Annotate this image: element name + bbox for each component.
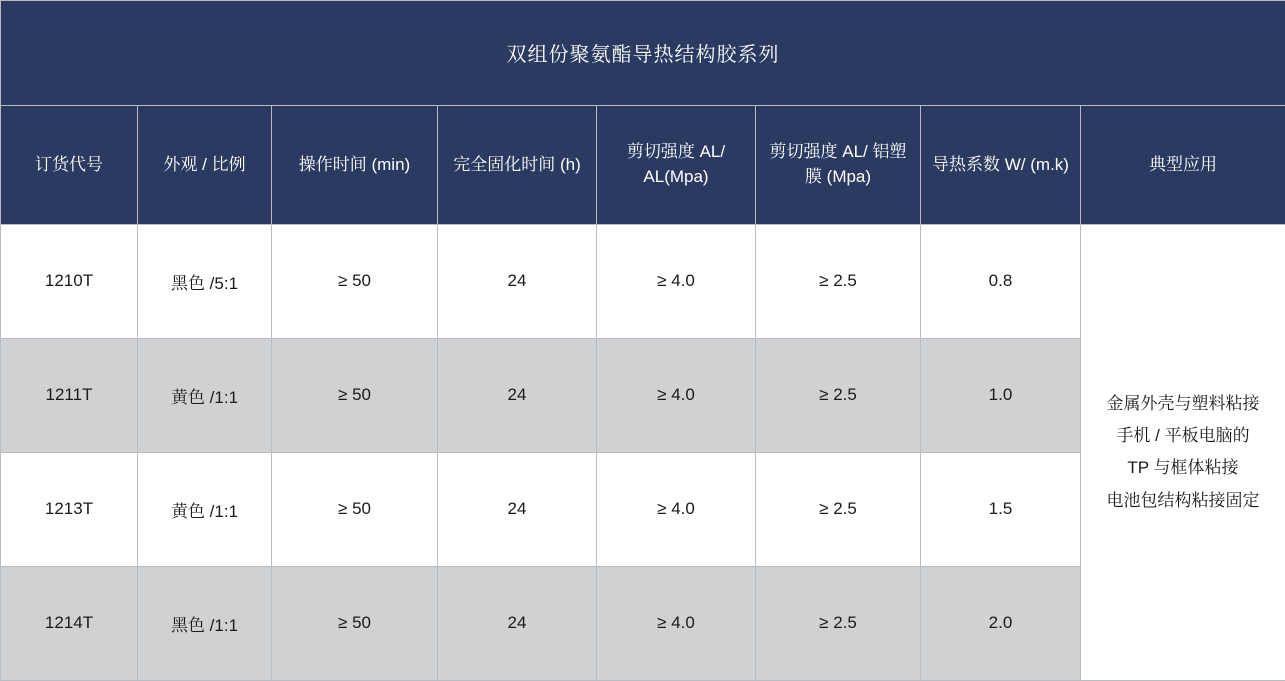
application-line-1: 金属外壳与塑料粘接 — [1106, 393, 1260, 413]
cell-shear-al-film: ≥ 2.5 — [756, 224, 921, 338]
cell-shear-al-film: ≥ 2.5 — [756, 452, 921, 566]
column-header-shear-al-film: 剪切强度 AL/ 铝塑膜 (Mpa) — [756, 105, 921, 224]
cell-appearance-ratio: 黄色 /1:1 — [138, 452, 272, 566]
cell-order-code: 1214T — [1, 566, 138, 680]
cell-work-time: ≥ 50 — [272, 452, 438, 566]
cell-appearance-ratio: 黄色 /1:1 — [138, 338, 272, 452]
column-header-typical-application: 典型应用 — [1081, 105, 1285, 224]
cell-thermal-conductivity: 1.5 — [921, 452, 1081, 566]
cell-thermal-conductivity: 2.0 — [921, 566, 1081, 680]
column-header-order-code: 订货代号 — [1, 105, 138, 224]
cell-order-code: 1210T — [1, 224, 138, 338]
cell-shear-al-al: ≥ 4.0 — [597, 338, 756, 452]
application-line-3: TP 与框体粘接 — [1127, 458, 1239, 478]
table-title: 双组份聚氨酯导热结构胶系列 — [1, 1, 1285, 106]
cell-shear-al-film: ≥ 2.5 — [756, 566, 921, 680]
application-line-4: 电池包结构粘接固定 — [1106, 490, 1260, 510]
cell-thermal-conductivity: 1.0 — [921, 338, 1081, 452]
column-header-work-time: 操作时间 (min) — [272, 105, 438, 224]
cell-thermal-conductivity: 0.8 — [921, 224, 1081, 338]
column-header-shear-al-al: 剪切强度 AL/ AL(Mpa) — [597, 105, 756, 224]
cell-order-code: 1213T — [1, 452, 138, 566]
table-row — [1, 224, 1285, 338]
cell-cure-time: 24 — [438, 452, 597, 566]
cell-work-time: ≥ 50 — [272, 566, 438, 680]
cell-shear-al-al: ≥ 4.0 — [597, 452, 756, 566]
table-header-row — [1, 105, 1285, 224]
cell-work-time: ≥ 50 — [272, 224, 438, 338]
column-header-appearance-ratio: 外观 / 比例 — [138, 105, 272, 224]
cell-shear-al-al: ≥ 4.0 — [597, 224, 756, 338]
cell-appearance-ratio: 黑色 /1:1 — [138, 566, 272, 680]
cell-cure-time: 24 — [438, 338, 597, 452]
cell-shear-al-al: ≥ 4.0 — [597, 566, 756, 680]
application-line-2: 手机 / 平板电脑的 — [1116, 426, 1250, 446]
cell-order-code: 1211T — [1, 338, 138, 452]
cell-cure-time: 24 — [438, 566, 597, 680]
cell-work-time: ≥ 50 — [272, 338, 438, 452]
cell-appearance-ratio: 黑色 /5:1 — [138, 224, 272, 338]
column-header-cure-time: 完全固化时间 (h) — [438, 105, 597, 224]
table-title-row — [1, 1, 1285, 106]
cell-cure-time: 24 — [438, 224, 597, 338]
cell-shear-al-film: ≥ 2.5 — [756, 338, 921, 452]
cell-typical-application — [1081, 224, 1285, 680]
column-header-thermal-conductivity: 导热系数 W/ (m.k) — [921, 105, 1081, 224]
